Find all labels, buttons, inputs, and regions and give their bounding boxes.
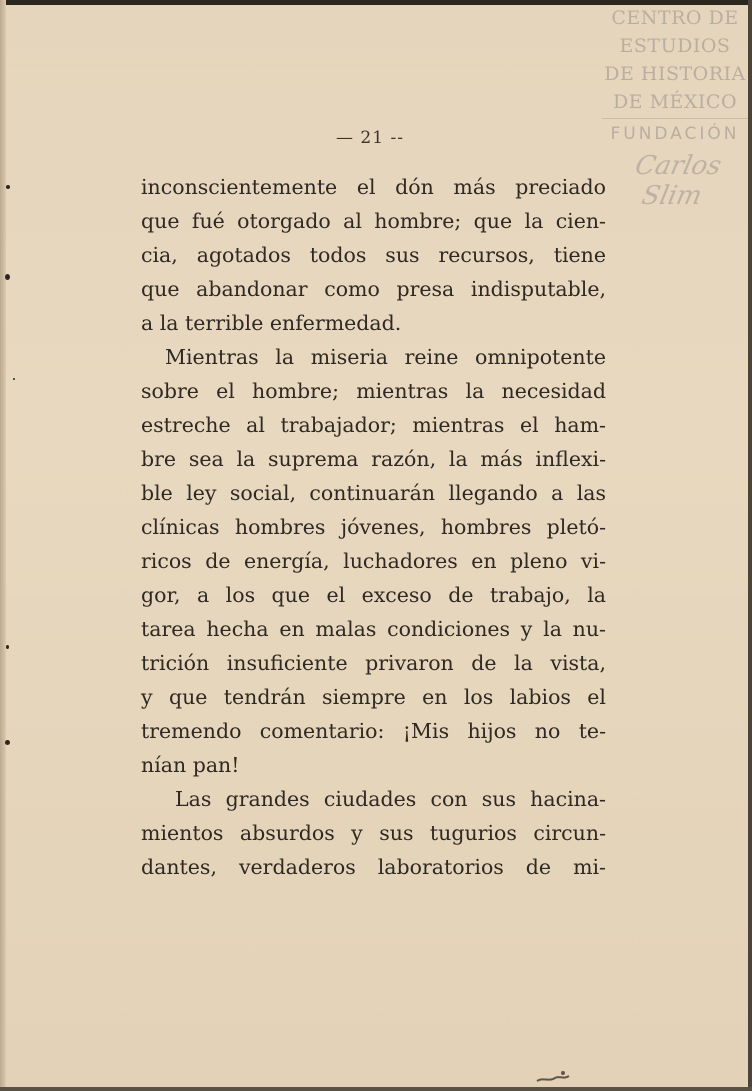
text-line: bre sea la suprema razón, la más inflexi- — [141, 447, 606, 471]
text-line: tarea hecha en malas condiciones y la nu- — [141, 617, 606, 641]
text-line: clínicas hombres jóvenes, hombres pletó- — [141, 515, 606, 539]
text-line: ble ley social, continuarán llegando a las — [141, 481, 606, 505]
stamp-line-3: DE HISTORIA — [604, 63, 746, 85]
stamp-line-2: ESTUDIOS — [619, 35, 731, 57]
footer-ink-mark — [535, 1067, 575, 1089]
text-line: a la terrible enfermedad. — [141, 311, 402, 335]
stamp-divider — [602, 118, 748, 119]
margin-speck — [6, 185, 10, 189]
stamp-line-4: DE MÉXICO — [612, 91, 738, 113]
ink-smudge-icon — [535, 1067, 575, 1085]
text-line: Las grandes ciudades con sus hacina- — [175, 787, 606, 811]
text-line: gor, a los que el exceso de trabajo, la — [141, 583, 606, 607]
text-line: ricos de energía, luchadores en pleno vi- — [141, 549, 606, 573]
text-line: y que tendrán siempre en los labios el — [141, 685, 606, 709]
margin-speck — [5, 740, 10, 745]
archive-stamp — [602, 4, 748, 211]
page-bottom-edge — [0, 1087, 752, 1091]
text-line: que fué otorgado al hombre; que la cien- — [141, 209, 606, 233]
stamp-line-1: CENTRO DE — [611, 7, 739, 29]
stamp-fundacion: FUNDACIÓN — [610, 124, 740, 144]
margin-speck — [13, 378, 15, 380]
text-line: cia, agotados todos sus recursos, tiene — [141, 243, 606, 267]
text-line: mientos absurdos y sus tugurios circun- — [141, 821, 606, 845]
text-line: tremendo comentario: ¡Mis hijos no te- — [141, 719, 606, 743]
text-line: que abandonar como presa indisputable, — [141, 277, 606, 301]
page-number: — 21 -- — [336, 128, 404, 148]
margin-speck — [5, 274, 10, 280]
page-left-edge — [0, 0, 6, 1091]
stamp-signature: Carlos Slim — [632, 151, 724, 211]
text-line: sobre el hombre; mientras la necesidad — [141, 379, 606, 403]
body-text — [141, 170, 606, 884]
margin-speck — [6, 645, 9, 649]
text-line: estreche al trabajador; mientras el ham- — [141, 413, 606, 437]
text-line: trición insuficiente privaron de la vista, — [141, 651, 606, 675]
text-line: nían pan! — [141, 753, 240, 777]
text-line: Mientras la miseria reine omnipotente — [165, 345, 606, 369]
text-line: dantes, verdaderos laboratorios de mi- — [141, 855, 606, 879]
text-line: inconscientemente el dón más preciado — [141, 175, 606, 199]
